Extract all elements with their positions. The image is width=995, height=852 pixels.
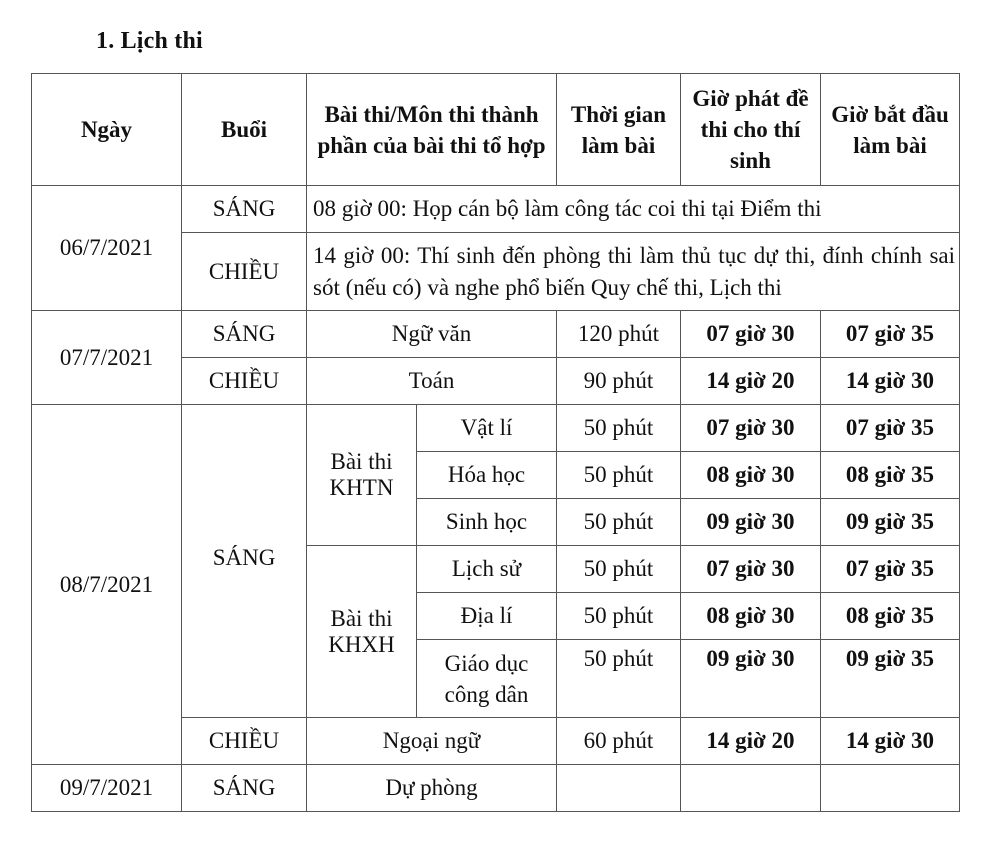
start-time-cell: 07 giờ 35 — [821, 546, 960, 593]
duration-cell: 90 phút — [557, 358, 681, 405]
session-cell: CHIỀU — [182, 358, 307, 405]
duration-cell: 50 phút — [557, 405, 681, 452]
subject-cell: Sinh học — [417, 499, 557, 546]
duration-cell: 60 phút — [557, 718, 681, 765]
paper-time-cell: 09 giờ 30 — [681, 640, 821, 718]
date-cell: 08/7/2021 — [32, 405, 182, 765]
table-row — [32, 405, 960, 452]
duration-cell: 50 phút — [557, 499, 681, 546]
start-time-cell: 08 giờ 35 — [821, 452, 960, 499]
session-cell: SÁNG — [182, 311, 307, 358]
start-time-cell: 09 giờ 35 — [821, 499, 960, 546]
duration-cell: 50 phút — [557, 546, 681, 593]
subject-cell: Lịch sử — [417, 546, 557, 593]
duration-cell: 50 phút — [557, 593, 681, 640]
session-cell: SÁNG — [182, 765, 307, 812]
col-header-subject: Bài thi/Môn thi thành phần của bài thi tổ hợp — [307, 74, 557, 186]
subject-cell: Địa lí — [417, 593, 557, 640]
col-header-paper-time: Giờ phát đề thi cho thí sinh — [681, 74, 821, 186]
start-time-cell — [821, 765, 960, 812]
start-time-cell: 14 giờ 30 — [821, 358, 960, 405]
table-row — [32, 765, 960, 812]
session-cell: SÁNG — [182, 405, 307, 718]
exam-schedule-table — [31, 73, 960, 812]
start-time-cell: 08 giờ 35 — [821, 593, 960, 640]
subject-cell: Giáo dục công dân — [417, 640, 557, 718]
session-cell: CHIỀU — [182, 233, 307, 311]
table-row — [32, 186, 960, 233]
subject-cell: Vật lí — [417, 405, 557, 452]
table-row — [32, 311, 960, 358]
paper-time-cell: 07 giờ 30 — [681, 311, 821, 358]
note-cell: 14 giờ 00: Thí sinh đến phòng thi làm thủ tục dự thi, đính chính sai sót (nếu có) và nghe phổ biến Quy chế thi, Lịch thi — [307, 233, 960, 311]
header-row — [32, 74, 960, 186]
start-time-cell: 09 giờ 35 — [821, 640, 960, 718]
subject-cell: Toán — [307, 358, 557, 405]
subject-cell: Ngoại ngữ — [307, 718, 557, 765]
paper-time-cell: 14 giờ 20 — [681, 358, 821, 405]
paper-time-cell: 08 giờ 30 — [681, 593, 821, 640]
paper-time-cell — [681, 765, 821, 812]
duration-cell: 120 phút — [557, 311, 681, 358]
subject-cell: Ngữ văn — [307, 311, 557, 358]
group-cell-khxh: Bài thi KHXH — [307, 546, 417, 718]
date-cell: 06/7/2021 — [32, 186, 182, 311]
start-time-cell: 07 giờ 35 — [821, 311, 960, 358]
paper-time-cell: 08 giờ 30 — [681, 452, 821, 499]
section-heading: 1. Lịch thi — [96, 28, 203, 54]
duration-cell — [557, 765, 681, 812]
duration-cell: 50 phút — [557, 640, 681, 718]
paper-time-cell: 14 giờ 20 — [681, 718, 821, 765]
note-cell: 08 giờ 00: Họp cán bộ làm công tác coi thi tại Điểm thi — [307, 186, 960, 233]
subject-cell: Hóa học — [417, 452, 557, 499]
paper-time-cell: 09 giờ 30 — [681, 499, 821, 546]
date-cell: 09/7/2021 — [32, 765, 182, 812]
date-cell: 07/7/2021 — [32, 311, 182, 405]
group-cell-khtn: Bài thi KHTN — [307, 405, 417, 546]
paper-time-cell: 07 giờ 30 — [681, 405, 821, 452]
col-header-duration: Thời gian làm bài — [557, 74, 681, 186]
col-header-date: Ngày — [32, 74, 182, 186]
start-time-cell: 07 giờ 35 — [821, 405, 960, 452]
subject-cell: Dự phòng — [307, 765, 557, 812]
paper-time-cell: 07 giờ 30 — [681, 546, 821, 593]
col-header-session: Buổi — [182, 74, 307, 186]
start-time-cell: 14 giờ 30 — [821, 718, 960, 765]
duration-cell: 50 phút — [557, 452, 681, 499]
session-cell: CHIỀU — [182, 718, 307, 765]
col-header-start-time: Giờ bắt đầu làm bài — [821, 74, 960, 186]
session-cell: SÁNG — [182, 186, 307, 233]
